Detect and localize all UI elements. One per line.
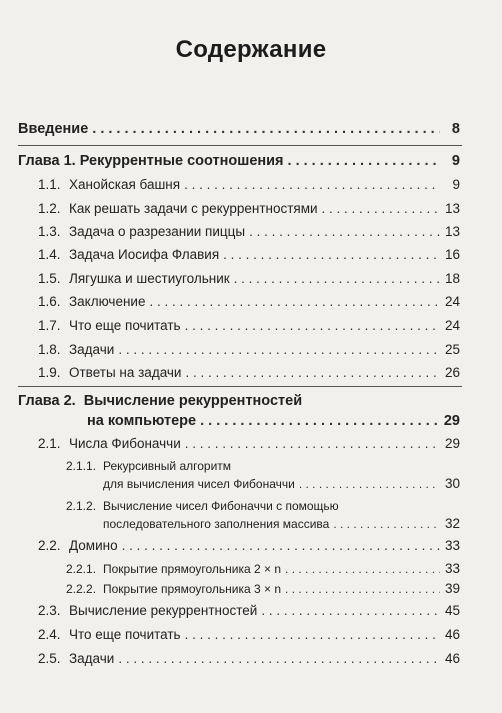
- toc-page-number: 33: [444, 538, 460, 553]
- toc-entry-section: [38, 201, 460, 216]
- toc-entry-number: 2.1.: [38, 436, 61, 451]
- toc-entry-subsection: [103, 516, 460, 531]
- toc-entry-title: Вычисление рекуррентностей: [69, 603, 258, 618]
- toc-entry-title: Рекурсивный алгоритм: [103, 459, 232, 473]
- toc-entry-subsection-line1: [66, 459, 231, 473]
- toc-entry-subsection-line1: [66, 499, 339, 513]
- toc-entry-title-continued: для вычисления чисел Фибоначчи: [103, 477, 295, 491]
- toc-entry-title: Покрытие прямоугольника 3 × n: [103, 582, 282, 596]
- toc-entry-chapter-2: [87, 413, 460, 429]
- toc-entry-title: Что еще почитать: [69, 318, 181, 333]
- dot-leader: [322, 201, 440, 216]
- toc-entry-number: 2.3.: [38, 603, 61, 618]
- dot-leader: [122, 538, 440, 553]
- toc-entry-title: Числа Фибоначчи: [69, 436, 181, 451]
- toc-entry-number: 1.9.: [38, 365, 61, 380]
- toc-entry-number: 1.3.: [38, 224, 61, 239]
- toc-page-number: 24: [444, 318, 460, 333]
- toc-page-number: 9: [451, 153, 460, 169]
- dot-leader: [200, 413, 440, 429]
- toc-entry-subsection: [103, 476, 460, 491]
- toc-entry-number: Глава 2.: [18, 393, 76, 409]
- toc-entry-title: Задачи: [69, 342, 115, 357]
- toc-entry-section: [38, 224, 460, 239]
- toc-entry-number: 2.2.1.: [66, 562, 97, 576]
- toc-entry-title: Задача Иосифа Флавия: [69, 247, 220, 262]
- dot-leader: [288, 153, 440, 169]
- toc-page-number: 39: [444, 581, 460, 596]
- toc-page-number: 16: [444, 247, 460, 262]
- toc-page-number: 46: [444, 627, 460, 642]
- toc-entry-title: Вычисление чисел Фибоначчи с помощью: [103, 499, 339, 513]
- toc-entry-number: 2.4.: [38, 627, 61, 642]
- toc-page-number: 33: [444, 561, 460, 576]
- toc-entry-number: 1.4.: [38, 247, 61, 262]
- dot-leader: [234, 271, 440, 286]
- toc-entry-title: Как решать задачи с рекуррентностями: [69, 201, 318, 216]
- toc-entry-chapter-2-line1: [18, 393, 302, 409]
- toc-entry-number: 1.2.: [38, 201, 61, 216]
- dot-leader: [285, 562, 440, 576]
- toc-entry-number: Глава 1.: [18, 153, 76, 169]
- toc-entry-number: 2.5.: [38, 651, 61, 666]
- toc-entry-section: [38, 538, 460, 553]
- toc-entry-section: [38, 651, 460, 666]
- toc-entry-title: Вычисление рекуррентностей: [83, 393, 303, 409]
- dot-leader: [185, 627, 440, 642]
- dot-leader: [118, 651, 440, 666]
- toc-page-number: 26: [444, 365, 460, 380]
- toc-entry-number: 1.7.: [38, 318, 61, 333]
- toc-entry-number: 1.1.: [38, 177, 61, 192]
- section-divider: [18, 386, 462, 387]
- toc-entry-title: Заключение: [69, 294, 146, 309]
- toc-entry-number: 2.2.: [38, 538, 61, 553]
- toc-entry-number: 2.1.1.: [66, 459, 97, 473]
- dot-leader: [185, 365, 440, 380]
- toc-entry-title: Домино: [69, 538, 118, 553]
- toc-page-number: 45: [444, 603, 460, 618]
- toc-page-number: 29: [443, 413, 460, 429]
- toc-entry-section: [38, 294, 460, 309]
- toc-entry-section: [38, 603, 460, 618]
- toc-page-number: 9: [452, 177, 460, 192]
- toc-page-number: 13: [444, 201, 460, 216]
- toc-page-number: 29: [444, 436, 460, 451]
- toc-entry-title: Рекуррентные соотношения: [79, 153, 284, 169]
- dot-leader: [285, 582, 440, 596]
- toc-entry-title: Лягушка и шестиугольник: [69, 271, 230, 286]
- toc-entry-section: [38, 627, 460, 642]
- dot-leader: [333, 517, 440, 531]
- toc-page-number: 24: [444, 294, 460, 309]
- toc-entry-section: [38, 436, 460, 451]
- dot-leader: [184, 177, 440, 192]
- toc-page-number: 18: [444, 271, 460, 286]
- toc-entry-title: Введение: [18, 121, 89, 137]
- toc-entry-title: Покрытие прямоугольника 2 × n: [103, 562, 282, 576]
- toc-entry-number: 1.8.: [38, 342, 61, 357]
- toc-entry-section: [38, 177, 460, 192]
- toc-page-number: 30: [444, 476, 460, 491]
- toc-page-number: 13: [444, 224, 460, 239]
- dot-leader: [118, 342, 440, 357]
- page-title: Содержание: [175, 36, 327, 63]
- toc-entry-chapter-1: [18, 153, 460, 169]
- dot-leader: [185, 436, 440, 451]
- dot-leader: [92, 121, 440, 137]
- toc-page-number: 25: [444, 342, 460, 357]
- section-divider: [18, 145, 462, 146]
- toc-entry-introduction: [18, 121, 460, 137]
- toc-entry-title: Что еще почитать: [69, 627, 181, 642]
- toc-page-number: 8: [451, 121, 460, 137]
- toc-entry-number: 2.1.2.: [66, 499, 97, 513]
- toc-entry-number: 1.5.: [38, 271, 61, 286]
- toc-entry-section: [38, 271, 460, 286]
- dot-leader: [299, 477, 440, 491]
- dot-leader: [223, 247, 440, 262]
- toc-entry-section: [38, 365, 460, 380]
- toc-entry-title: Ответы на задачи: [69, 365, 182, 380]
- toc-entry-section: [38, 342, 460, 357]
- toc-entry-title-continued: последовательного заполнения массива: [103, 517, 330, 531]
- toc-page-number: 32: [444, 516, 460, 531]
- toc-entry-number: 1.6.: [38, 294, 61, 309]
- toc-entry-subsection: [66, 561, 460, 576]
- dot-leader: [249, 224, 440, 239]
- toc-entry-title-continued: на компьютере: [87, 413, 197, 429]
- toc-entry-section: [38, 318, 460, 333]
- dot-leader: [149, 294, 440, 309]
- toc-entry-subsection: [66, 581, 460, 596]
- toc-entry-title: Задача о разрезании пиццы: [69, 224, 246, 239]
- dot-leader: [261, 603, 440, 618]
- toc-entry-title: Задачи: [69, 651, 115, 666]
- toc-page-number: 46: [444, 651, 460, 666]
- dot-leader: [185, 318, 440, 333]
- toc-entry-number: 2.2.2.: [66, 582, 97, 596]
- toc-entry-section: [38, 247, 460, 262]
- toc-entry-title: Ханойская башня: [69, 177, 181, 192]
